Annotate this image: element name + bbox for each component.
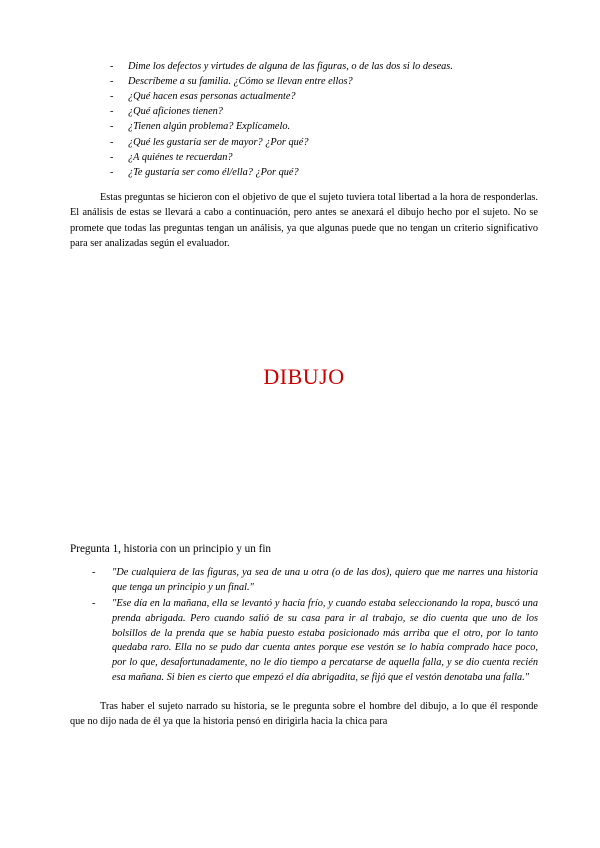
list-item-text: ¿Qué les gustaría ser de mayor? ¿Por qué? bbox=[128, 136, 309, 148]
list-item-text: Dime los defectos y virtudes de alguna de las figuras, o de las dos si lo deseas. bbox=[128, 61, 453, 72]
list-item-text: Descríbeme a su familia. ¿Cómo se llevan entre ellos? bbox=[128, 76, 353, 88]
list-item bbox=[70, 90, 538, 105]
list-item bbox=[70, 60, 538, 75]
dash-bullet-icon: - bbox=[110, 76, 114, 88]
quote-list bbox=[70, 566, 538, 686]
list-item bbox=[70, 166, 538, 181]
dash-bullet-icon: - bbox=[92, 567, 96, 579]
dash-bullet-icon: - bbox=[92, 597, 96, 609]
list-item bbox=[70, 597, 538, 686]
dash-bullet-icon: - bbox=[110, 136, 114, 148]
list-item-text: "De cualquiera de las figuras, ya sea de una u otra (o de las dos), quiero que me narres una historia que tenga un principio y un final." bbox=[112, 567, 538, 594]
drawing-section bbox=[70, 364, 538, 390]
intro-paragraph: Estas preguntas se hicieron con el objetivo de que el sujeto tuviera total libertad a la hora de responderlas. El análisis de estas se llevará a cabo a continuación, pero antes se anexará el dibujo hecho por el sujeto. No se promete que todas las preguntas tengan un análisis, ya que algunas puede que no tengan un criterio significativo para ser analizadas según el evaluador. bbox=[70, 191, 538, 250]
list-item-text: ¿Qué hacen esas personas actualmente? bbox=[128, 91, 296, 103]
list-item bbox=[70, 151, 538, 166]
list-item-text: ¿Tienen algún problema? Explícamelo. bbox=[128, 121, 291, 133]
dash-bullet-icon: - bbox=[110, 151, 114, 163]
list-item bbox=[70, 566, 538, 596]
dash-bullet-icon: - bbox=[110, 121, 114, 133]
intro-question-list bbox=[70, 60, 538, 180]
question-section bbox=[70, 542, 538, 730]
list-item bbox=[70, 136, 538, 151]
dash-bullet-icon: - bbox=[110, 61, 114, 72]
list-item bbox=[70, 105, 538, 120]
dash-bullet-icon: - bbox=[110, 91, 114, 103]
list-item bbox=[70, 120, 538, 135]
list-item-text: "Ese día en la mañana, ella se levantó y hacía frío, y cuando estaba seleccionando la ropa, buscó una prenda abrigada. Pero cuando salió de su casa para ir al trabajo, se dio cuenta que uno de los bolsillos de la prenda que se había puesto estaba posicionado más arriba que el otro, por lo tanto quedaba raro. Ella no se pudo dar cuenta antes porque ese vestón se lo había comprado hace poco, por lo que, desafortunadamente, no le dio tiempo a percatarse de aquella falla, y se dio cuenta recién esa mañana. Si bien es cierto que empezó el día abrigadita, se fijó que el vestón denotaba una falla." bbox=[112, 597, 538, 683]
list-item bbox=[70, 75, 538, 90]
dash-bullet-icon: - bbox=[110, 106, 114, 118]
list-item-text: ¿A quiénes te recuerdan? bbox=[128, 151, 233, 163]
closing-paragraph: Tras haber el sujeto narrado su historia, se le pregunta sobre el hombre del dibujo, a lo que él responde que no dijo nada de él ya que la historia pensó en dirigirla hacia la chica para bbox=[70, 700, 538, 728]
list-item-text: ¿Qué aficiones tienen? bbox=[128, 106, 223, 118]
dash-bullet-icon: - bbox=[110, 166, 114, 178]
question-heading: Pregunta 1, historia con un principio y un fin bbox=[70, 542, 272, 555]
list-item-text: ¿Te gustaría ser como él/ella? ¿Por qué? bbox=[128, 166, 299, 178]
spacer bbox=[70, 181, 538, 190]
section-title-dibujo: DIBUJO bbox=[263, 363, 345, 389]
